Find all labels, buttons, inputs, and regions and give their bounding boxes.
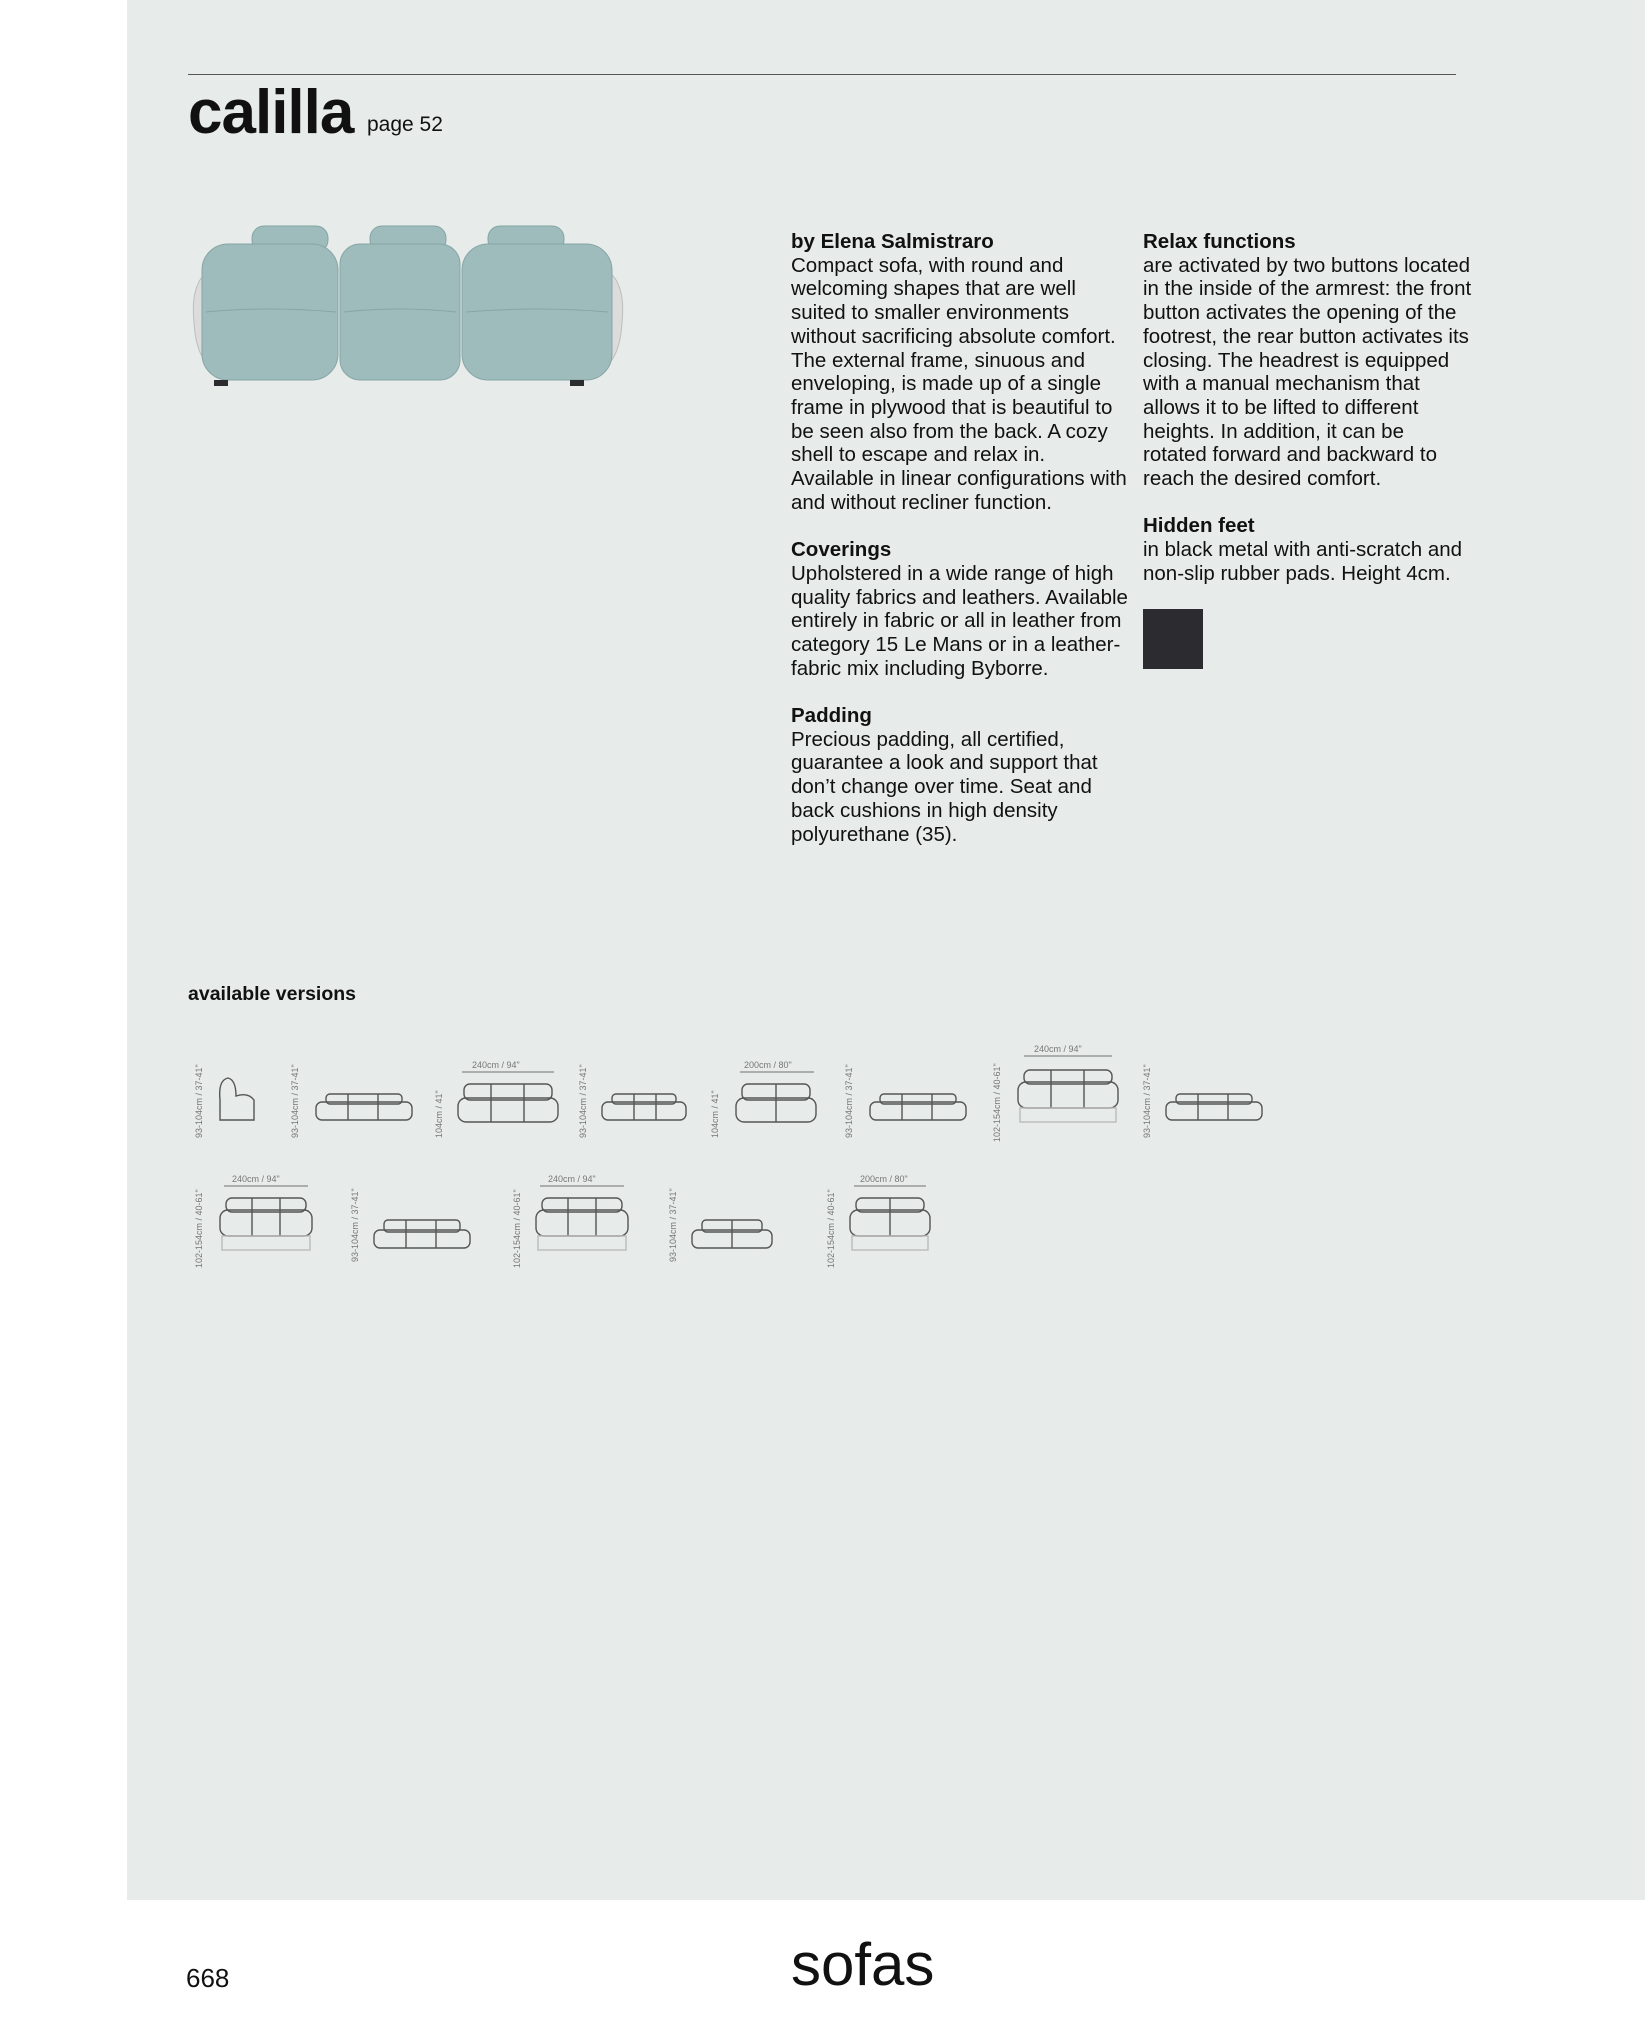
version-sofa-3-seat-1 — [458, 1072, 558, 1122]
availability-text: Available in linear configurations with and without recliner function. — [791, 467, 1127, 514]
dim-label: 102-154cm / 40-61" — [826, 1189, 836, 1268]
version-sofa-small-1 — [316, 1094, 412, 1120]
version-sofa-small-2 — [602, 1094, 686, 1120]
versions-drawings — [188, 1030, 1268, 1290]
dim-label: 104cm / 41" — [710, 1090, 720, 1138]
padding-title: Padding — [791, 704, 872, 728]
version-sofa-2-seat-1 — [736, 1072, 816, 1122]
sofa-foot — [570, 380, 584, 386]
header-rule — [188, 74, 1456, 75]
version-sofa-3-seat-recliner — [1018, 1056, 1118, 1122]
dim-label: 93-104cm / 37-41" — [844, 1064, 854, 1138]
sofa-image — [188, 222, 628, 396]
feet-color-swatch — [1143, 609, 1203, 669]
product-title: calilla — [188, 78, 354, 147]
version-sofa-small-5 — [374, 1220, 470, 1248]
feet-text: in black metal with anti-scratch and non-slip rubber pads. Height 4cm. — [1143, 538, 1463, 585]
designer-credit: by Elena Salmistraro — [791, 230, 994, 253]
dim-label: 93-104cm / 37-41" — [668, 1188, 678, 1262]
version-sofa-3-seat-3 — [536, 1186, 628, 1250]
sofa-foot — [214, 380, 228, 386]
coverings-text: Upholstered in a wide range of high quality fabrics and leathers. Available entirely in fabric or all in leather from category 15 Le Mans or in a leather-fabric mix including Byborre. — [791, 561, 1128, 680]
relax-title: Relax functions — [1143, 230, 1296, 253]
dim-label: 93-104cm / 37-41" — [290, 1064, 300, 1138]
dimension-labels — [194, 1044, 1152, 1268]
dim-label: 93-104cm / 37-41" — [1142, 1064, 1152, 1138]
dim-label: 93-104cm / 37-41" — [194, 1064, 204, 1138]
feet-title: Hidden feet — [1143, 514, 1255, 538]
version-sofa-small-4 — [1166, 1094, 1262, 1120]
dim-label: 240cm / 94" — [232, 1174, 280, 1184]
dim-label: 102-154cm / 40-61" — [992, 1063, 1002, 1142]
intro-text: Compact sofa, with round and welcoming shapes that are well suited to smaller environments without sacrificing absolute comfort. The external frame, sinuous and enveloping, is made up of a single frame in plywood that is beautiful to be seen also from the back. A cozy shell to escape and relax in. — [791, 253, 1116, 467]
dim-label: 102-154cm / 40-61" — [512, 1189, 522, 1268]
page-number: 668 — [186, 1963, 230, 1993]
dim-label: 93-104cm / 37-41" — [350, 1188, 360, 1262]
dim-label: 240cm / 94" — [1034, 1044, 1082, 1054]
version-sofa-small-6 — [692, 1220, 772, 1248]
coverings-title: Coverings — [791, 538, 892, 562]
dim-label: 93-104cm / 37-41" — [578, 1064, 588, 1138]
dim-label: 200cm / 80" — [744, 1060, 792, 1070]
dim-label: 102-154cm / 40-61" — [194, 1189, 204, 1268]
description-column-1 — [791, 230, 1136, 870]
sofa-cushions — [202, 226, 612, 380]
version-sofa-3-seat-2 — [220, 1186, 312, 1250]
dim-label: 200cm / 80" — [860, 1174, 908, 1184]
version-sofa-small-3 — [870, 1094, 966, 1120]
dim-label: 240cm / 94" — [548, 1174, 596, 1184]
available-versions-label: available versions — [188, 983, 357, 1005]
dim-label: 240cm / 94" — [472, 1060, 520, 1070]
relax-text: are activated by two buttons located in the inside of the armrest: the front button activates the opening of the footrest, the rear button activates its closing. The headrest is equipped with a manual mechanism that allows it to be lifted to different heights. In addition, it can be rotated forward and backward to reach the desired comfort. — [1143, 253, 1472, 491]
section-title: sofas — [791, 1931, 935, 1998]
dim-label: 104cm / 41" — [434, 1090, 444, 1138]
page-reference: page 52 — [367, 113, 443, 136]
version-sofa-2-seat-2 — [850, 1186, 930, 1250]
description-column-2 — [1143, 230, 1473, 669]
padding-text: Precious padding, all certified, guarantee a look and support that don’t change over time. Seat and back cushions in high density polyurethane (35). — [791, 727, 1098, 846]
version-armchair — [220, 1078, 254, 1120]
